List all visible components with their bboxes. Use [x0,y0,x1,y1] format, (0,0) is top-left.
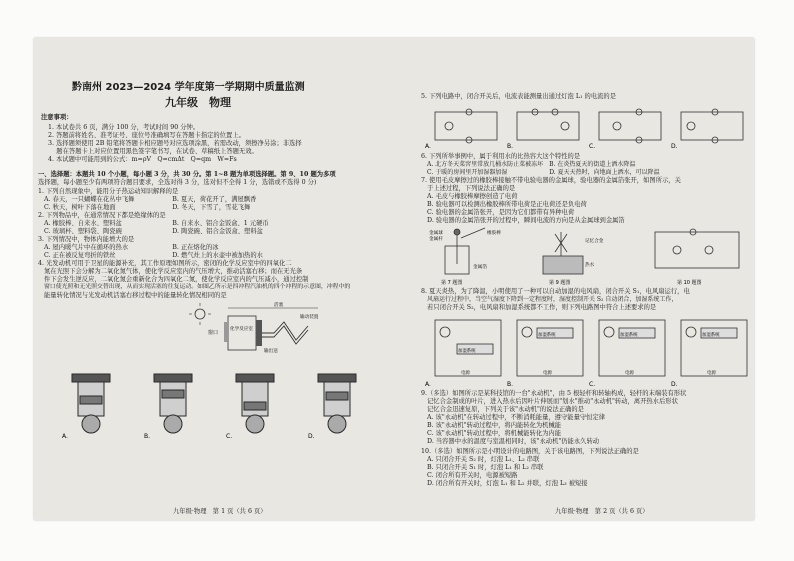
chamber-label: 化学反应室 [230,327,253,332]
notice-line: 2. 答题前将姓名、准考证号、座位号准确填写在答题卡指定的位置上。 [48,132,245,139]
option-line: D. 闭合所有开关时，灯泡 L₁ 和 L₂ 并联，灯泡 L₃ 被短接 [427,480,588,487]
option-line: A. 只闭合开关 S₂ 时，灯泡 L₁、L₂ 串联 [427,456,540,463]
section-heading-cont: 选择题，每小题至少有两项符合题目要求，全选对得 3 分，选对但不全得 1 分，选错或不选得 0 分) [38,179,317,186]
option-b-label: B. [507,143,514,150]
option-d-label: D. [671,143,678,150]
question-line: 窗口使光照和无光照交替出现，从而实现活塞的往复运动。如图乙所示是四冲程汽油机的四个冲程的示意图，冲程中的 [44,284,351,290]
option-a-label: A. [62,433,68,440]
question-line: 4. 光发动机可用于卫星的能源补充，其工作原理如图所示，密闭的化学反应室中的四氧化二 [38,260,292,267]
question-line: 1. 下列自然现象中，能用分子热运动知识解释的是 [38,188,179,195]
option-line: A. 屋内暖气片中在循环的热水 B. 正在熔化的冰 [44,244,219,251]
option-line: C. 秋天，树叶下落在地面 D. 冬天，下雪了，雪花飞舞 [44,204,251,211]
rod-label: 输动装置 [300,315,319,320]
option-c-label: C. [589,143,596,150]
option-b-label: B. [144,433,151,440]
option-line: C. 该"永动机"转动过程中，将机械能转化为内能 [427,430,562,437]
fig9-label: 热水 [585,263,595,268]
notice-line: 3. 选择题须使用 2B 铅笔将答题卡相应题号对应选项涂黑，若需改动，须擦净另涂；非选择 [48,140,302,147]
notice-heading: 注意事项： [41,114,73,121]
option-line: A. 春天，一只蝴蝶在花丛中飞舞 B. 夏天，荷花开了，满屋飘香 [44,196,257,203]
pump-label: 输出送 [264,349,278,354]
question-line: 能量转化情况与光发动机活塞右移过程中的能量转化情况相同的是 [44,292,227,299]
fig7-label: 金属箔 [473,265,487,270]
fig9-label: 记忆合金 [585,239,604,244]
humid-label: 加湿系统 [702,333,720,338]
notice-line: 题在答题卡上对应位置用黑色签字笔书写，在试卷、草稿纸上答题无效。 [48,148,258,155]
option-c-label: C. [226,433,233,440]
question-line: 件下会发生逆反应，二氧化氮会重新化合为四氧化二氮，使化学反应室内的气压减小，通过控制 [44,276,309,283]
source-label: 电源 [543,371,552,376]
option-b-label: B. [507,381,514,388]
question-line: 若只闭合开关 S₂，电风扇和加湿系统都不工作，则下列电路图中符合上述要求的是 [427,304,657,311]
question-line: 风扇运行过程中，当空气湿度下降到一定程度时，湿度控制开关 S₂ 自动闭合，加湿系统工作， [427,296,678,303]
q8-circuits [425,314,749,388]
option-d-label: D. [671,381,678,388]
fig7-label: 金属球 [429,231,443,236]
exam-title: 黔南州 2023—2024 学年度第一学期期中质量监测 [72,82,305,93]
q5-circuits [425,106,745,150]
question-line: 7. 使用毛皮摩擦过的橡胶棒接触不带电验电器的金属球，验电器的金属箔张开，如图所示，关 [421,177,681,184]
figures-7-9-10 [427,226,747,286]
option-c-label: C. [589,381,596,388]
fig7-caption: 第 7 题图 [441,280,463,286]
source-label: 电源 [625,371,634,376]
notice-line: 4. 本试题中可能用到的公式：m=ρV Q=cmΔt Q=qm W=Fs [48,156,237,163]
question-line: 2. 下列物品中，在通常情况下都是绝缘体的是 [38,212,166,219]
option-line: C. 于暖的房间里开加湿器加湿 D. 夏天天热时，向地面上洒水，可以降温 [427,169,660,176]
engine-strokes-figure [58,368,368,440]
right-page [405,38,750,520]
question-line: 5. 下列电路中，闭合开关后，电流表能测量出通过灯泡 L₁ 的电流的是 [421,93,617,100]
question-line: 记忆合金迅速复原，下列关于该"永动机"的说法正确的是 [427,406,584,413]
question-line: 记忆合金制成的叶片，进入热水后因叶片伸展而"划水"推动"永动机"转动，离开热水后形状 [427,398,678,405]
option-line: A. 橡胶棒、自来水、塑料盆 B. 自来水、铝合金饭盒、1 元硬币 [44,220,269,227]
option-line: D. 当容器中水的温度与室温相同时，该"永动机"仍能永久转动 [427,438,600,445]
option-a-label: A. [425,381,431,388]
fig10-caption: 第 10 题图 [677,280,702,286]
left-page [38,38,393,520]
humid-label: 加湿系统 [620,333,638,338]
question-line: 氮在光照下会分解为二氧化氮气体，使化学反应室内的气压增大，推动活塞右移；而在无光条 [44,268,303,275]
option-line: A. 该"永动机"在转动过程中，不断消耗能量，遵守能量守恒定律 [427,414,606,421]
question-line: 9.（多选）如图所示是某科技馆的一台"永动机"，由 5 根轻杆和转轴构成，轻杆的末端装有形状 [421,390,687,397]
question-line: 于上述过程，下列说法正确的是 [427,185,516,192]
humid-label: 加湿系统 [458,349,476,354]
option-line: B. 验电器可以检测出橡胶棒所带电荷是正电荷还是负电荷 [427,201,587,208]
humid-label: 加湿系统 [538,333,556,338]
fig9-caption: 第 9 题图 [549,280,571,286]
option-line: C. 玻璃杯、塑料袋、陶瓷碗 D. 陶瓷碗、铝合金饭盒、塑料盆 [44,228,263,235]
fig7-label: 橡胶棒 [487,231,501,236]
option-line: B. 该"永动机"转动过程中，将内能转化为机械能 [427,422,562,429]
exam-subtitle: 九年级 物理 [165,96,231,109]
source-label: 电源 [707,371,716,376]
question-line: 6. 下列所举事例中，属于利用水的比热容大这个特性的是 [421,153,581,160]
notice-line: 1. 本试卷共 6 页，满分 100 分，考试时间 90 分钟。 [48,124,200,131]
page-footer: 九年级·物理 第 1 页（共 6 页） [173,508,267,515]
option-d-label: D. [308,433,315,440]
page-footer: 九年级·物理 第 2 页（共 6 页） [555,508,649,515]
option-line: A. 毛皮与橡胶棒摩擦创造了电荷 [427,193,518,200]
question-line: 10.（多选）如图所示是小明设计的电路图，关于该电路图，下列说法正确的是 [421,448,639,455]
option-line: B. 只闭合开关 S₁ 时，灯泡 L₁ 和 L₂ 串联 [427,464,544,471]
option-line: A. 北方冬天菜窖里常放几桶水防止菜被冻坏 B. 在炎热夏天的街道上洒水降温 [427,161,636,168]
source-label: 电源 [461,371,470,376]
piston-label: 活塞 [274,303,284,308]
option-line: C. 闭合所有开关时，电源被短路 [427,472,518,479]
option-a-label: A. [425,143,431,150]
fig7-label: 金属杆 [429,237,443,242]
question-line: 8. 夏天炎热，为了降温，小明使用了一种可以自动加湿的电风扇，闭合开关 S₁，电风扇运行，电 [421,288,690,295]
option-line: C. 验电器的金属箔张开，是因为它们都带有异种电荷 [427,209,575,216]
photo-engine-figure [188,300,338,364]
window-label: 窗口 [208,330,219,336]
option-line: C. 正在被反复弯折的铁丝 D. 燃气灶上的水壶中被加热的水 [44,252,263,259]
option-line: D. 验电器的金属箔张开的过程中，瞬间电流的方向是从金属球到金属箔 [427,217,625,224]
section-heading: 一、选择题：本题共 10 个小题，每小题 3 分，共 30 分。第 1~8 题为单项选择题。第 9、10 题为多项 [38,171,336,178]
question-line: 3. 下列情况中，物体内能增大的是 [38,236,135,243]
